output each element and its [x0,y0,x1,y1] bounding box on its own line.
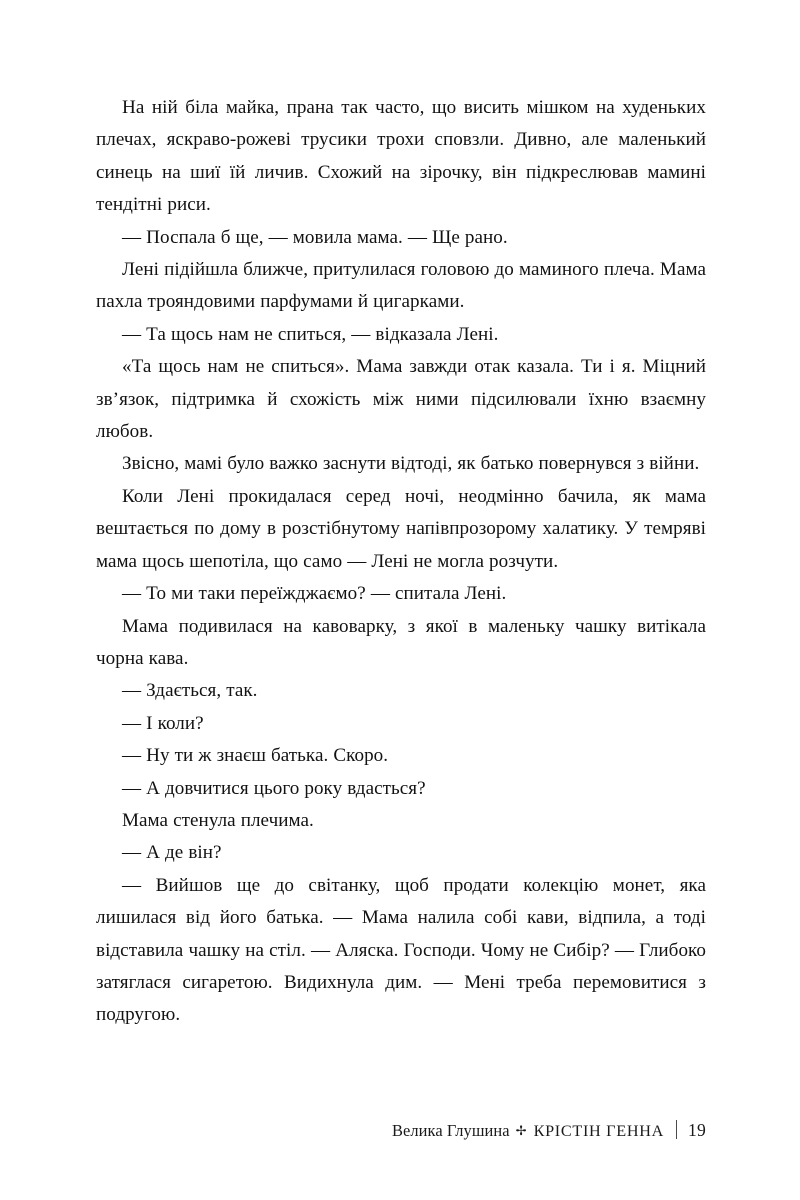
paragraph: — Здається, так. [122,680,258,702]
footer-author-name: КРІСТІН ГЕННА [533,1122,664,1140]
paragraph: Коли Лені прокидалася серед ночі, неодмінно бачила, як мама вештається по дому в розстібнутому напівпрозорому халатику. У темряві мама щось шепотіла, що само — Лені не могла розчути. [96,485,706,572]
ornament-star-icon: ✢ [515,1123,527,1138]
paragraph: — А де він? [122,842,222,864]
paragraph: Мама подивилася на кавоварку, з якої в маленьку чашку витікала чорна кава. [96,615,706,669]
paragraph: Мама стенула плечима. [122,809,314,831]
footer-divider [676,1120,677,1139]
paragraph: — І коли? [122,712,204,734]
page-number: 19 [688,1120,706,1140]
paragraph: На ній біла майка, прана так часто, що висить мішком на худеньких плечах, яскраво-рожеві трусики трохи сповзли. Дивно, але маленький синець на шиї їй личив. Схожий на зірочку, він підкреслював мамині тендітні риси. [96,97,706,216]
footer-book-title: Велика Глушина [391,1121,510,1140]
paragraph: — То ми таки переїжджаємо? — спитала Лені. [122,583,507,605]
paragraph: Лені підійшла ближче, притулилася головою до маминого плеча. Мама пахла трояндовими парфумами й цигарками. [96,259,706,313]
page-footer [96,1117,706,1143]
paragraph: — А довчитися цього року вдасться? [122,777,426,799]
paragraph: — Поспала б ще, — мовила мама. — Ще рано. [122,226,508,248]
page-text-block [96,92,706,1032]
paragraph: Звісно, мамі було важко заснути відтоді, як батько повернувся з війни. [122,453,700,475]
paragraph: — Та щось нам не спиться, — відказала Лені. [122,323,499,345]
paragraph: — Вийшов ще до світанку, щоб продати колекцію монет, яка лишилася від його батька. — Мама налила собі кави, відпила, а тоді відставила чашку на стіл. — Аляска. Господи. Чому не Сибір? — Глибоко затяглася сигаретою. Видихнула дим. — Мені треба перемовитися з подругою. [96,874,706,1026]
paragraph: — Ну ти ж знаєш батька. Скоро. [122,745,389,767]
paragraph: «Та щось нам не спиться». Мама завжди отак казала. Ти і я. Міцний зв’язок, підтримка й схожість між ними підсилювали їхню взаємну любов. [96,356,706,443]
